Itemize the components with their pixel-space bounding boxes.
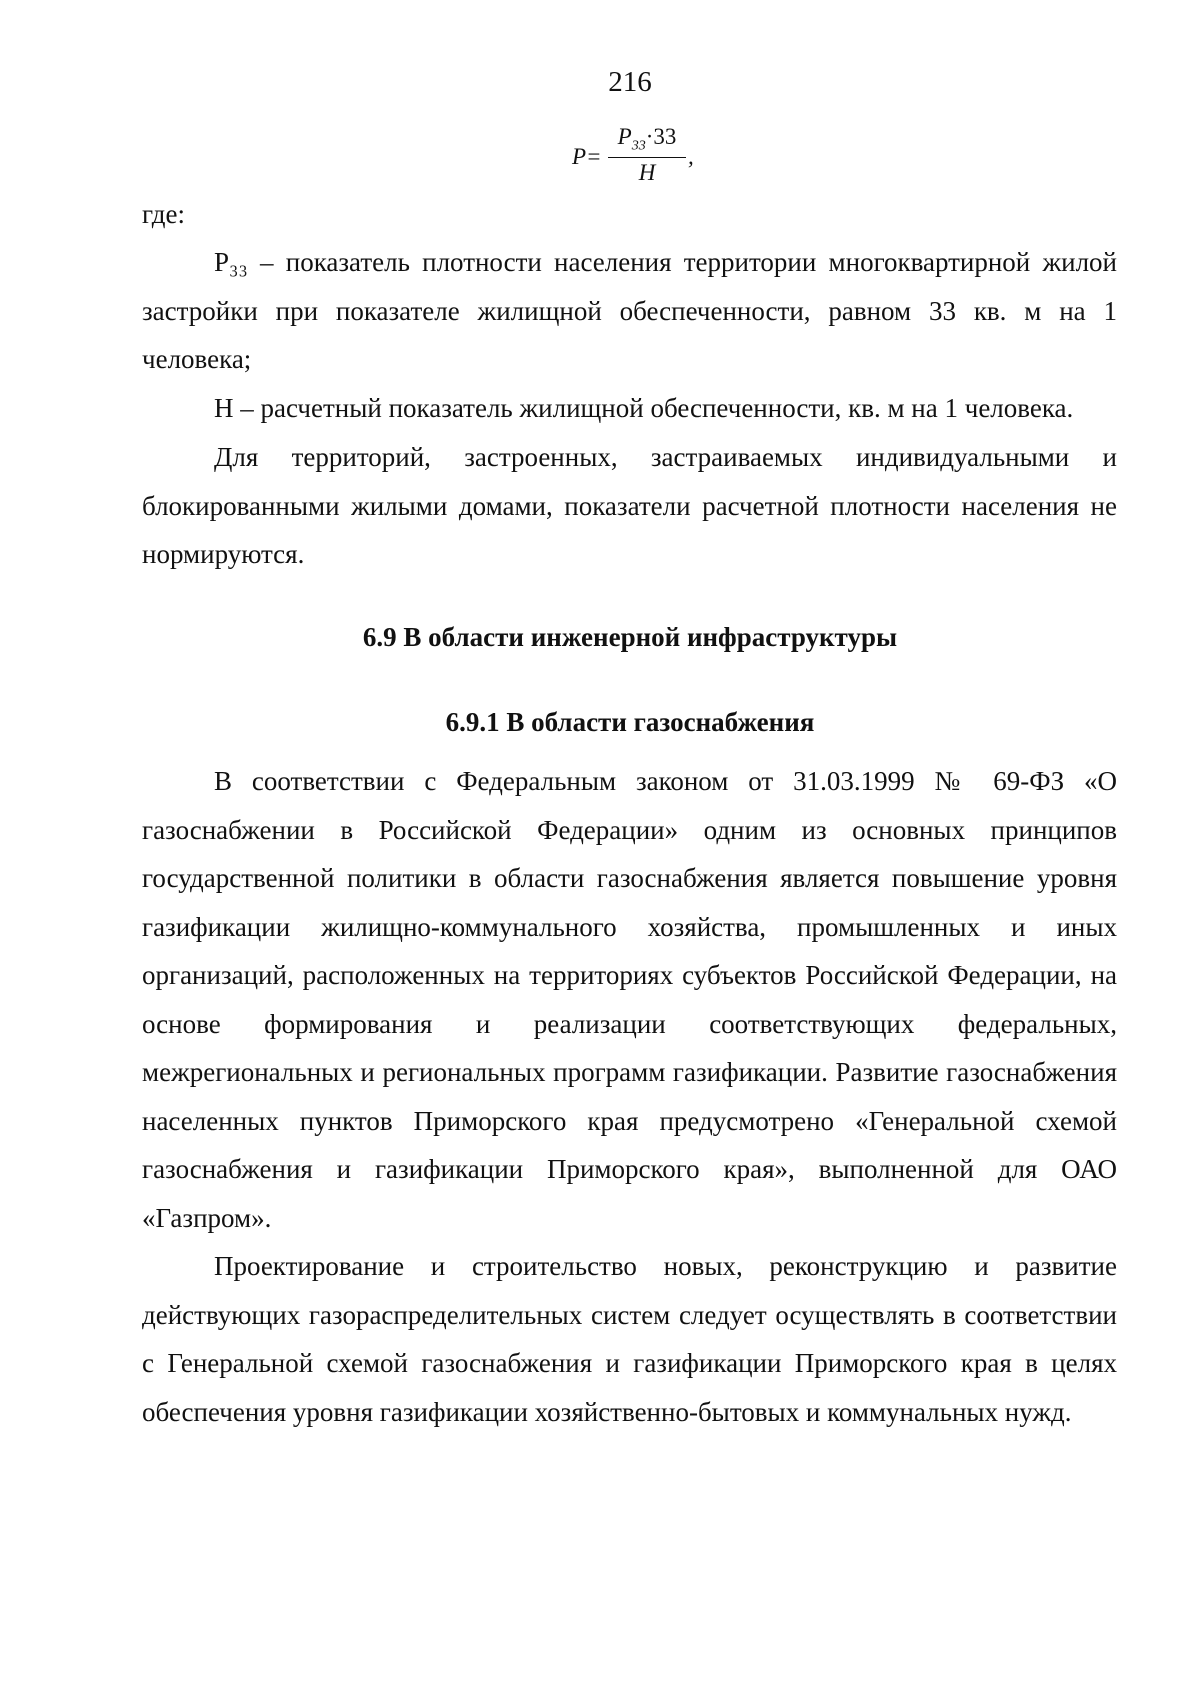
section-heading: 6.9 В области инженерной инфраструктуры: [362, 622, 898, 652]
numerator-multiplier: ·33: [645, 124, 677, 149]
subsection-heading: 6.9.1 В области газоснабжения: [445, 707, 815, 737]
formula-denominator: H: [638, 159, 656, 185]
formula-numerator: [608, 124, 686, 158]
formula-fraction: [608, 124, 686, 186]
formula-lhs: P=: [572, 144, 602, 169]
numerator-symbol: P: [617, 124, 632, 149]
page-number: 216: [608, 66, 652, 98]
definition-p33: Р₃₃ – показатель плотности населения территории многоквартирной жилой застройки при показателе жилищной обеспеченности, равном 33 кв. м на 1 человека;: [142, 247, 1117, 374]
density-formula: [572, 124, 702, 190]
formula-trailing-comma: ,: [688, 144, 694, 169]
definition-h: Н – расчетный показатель жилищной обеспеченности, кв. м на 1 человека.: [214, 393, 1074, 423]
numerator-subscript: 33: [631, 138, 646, 154]
paragraph-design: Проектирование и строительство новых, реконструкцию и развитие действующих газораспределительных систем следует осуществлять в соответствии с Генеральной схемой газоснабжения и газификации Приморского края в целях обеспечения уровня газификации хозяйственно-бытовых и коммунальных нужд.: [142, 1251, 1117, 1427]
paragraph-individual-housing: Для территорий, застроенных, застраиваемых индивидуальными и блокированными жилыми домами, показатели расчетной плотности населения не нормируются.: [142, 442, 1117, 569]
paragraph-gas-law: В соответствии с Федеральным законом от 31.03.1999 № 69-ФЗ «О газоснабжении в Российской Федерации» одним из основных принципов государственной политики в области газоснабжения является повышение уровня газификации жилищно-коммунального хозяйства, промышленных и иных организаций, расположенных на территориях субъектов Российской Федерации, на основе формирования и реализации соответствующих федеральных, межрегиональных и региональных программ газификации. Развитие газоснабжения населенных пунктов Приморского края предусмотрено «Генеральной схемой газоснабжения и газификации Приморского края», выполненной для ОАО «Газпром».: [142, 766, 1117, 1233]
where-label: где:: [142, 199, 185, 229]
